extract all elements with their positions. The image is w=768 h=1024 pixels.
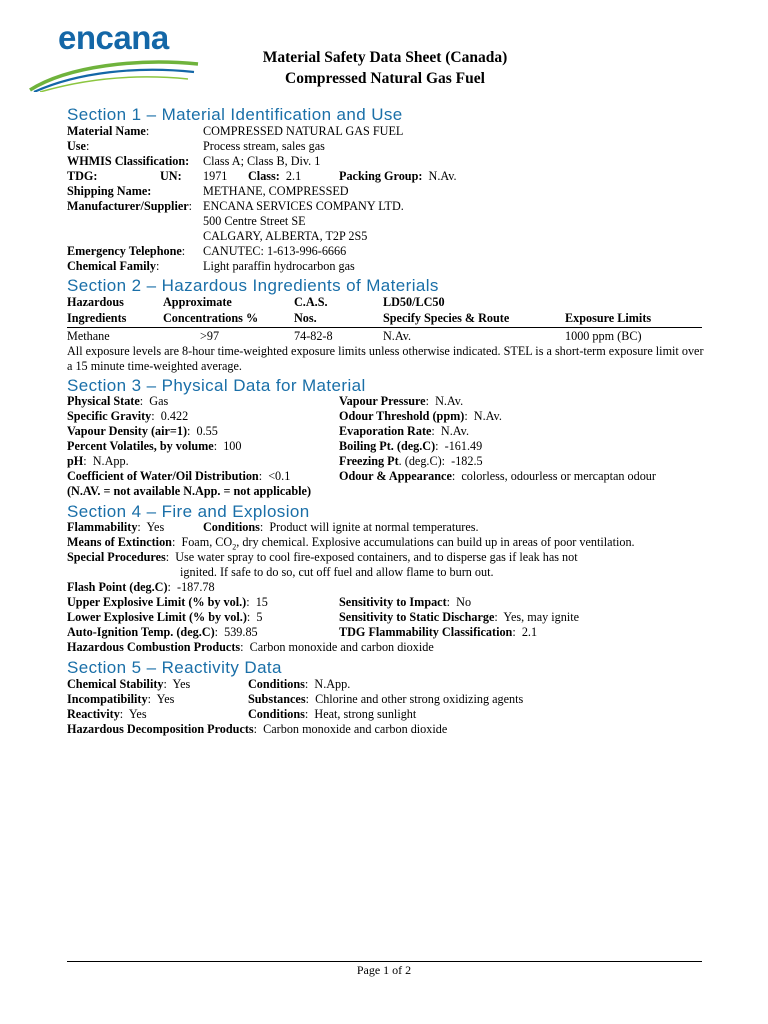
manufacturer-label: Manufacturer/Supplier: [67,199,193,213]
table-cell: 74-82-8 [294,329,333,343]
use-value: Process stream, sales gas [203,139,325,153]
table-header: Concentrations % [163,311,259,325]
stability-conditions-field: Conditions: N.App. [248,677,351,691]
section-4-title: Section 4 – Fire and Explosion [67,502,310,521]
physical-right-row: Odour & Appearance: colorless, odourless or mercaptan odour [339,469,656,483]
class-field: Class: 2.1 [248,169,302,183]
un-label: UN: [160,169,182,183]
section-2-title: Section 2 – Hazardous Ingredients of Materials [67,276,439,295]
flammability-field: Flammability: Yes [67,520,165,534]
lower-explosive-limit-field: Lower Explosive Limit (% by vol.): 5 [67,610,263,624]
tdg-flammability-field: TDG Flammability Classification: 2.1 [339,625,538,639]
section-1-title: Section 1 – Material Identification and Use [67,105,403,124]
table-cell: 1000 ppm (BC) [565,329,642,343]
table-divider [67,327,702,328]
encana-logo [28,18,200,92]
special-procedures-continued: ignited. If safe to do so, cut off fuel and allow flame to burn out. [180,565,494,579]
decomposition-products-field: Hazardous Decomposition Products: Carbon monoxide and carbon dioxide [67,722,448,736]
section-5-title: Section 5 – Reactivity Data [67,658,282,677]
flash-point-field: Flash Point (deg.C): -187.78 [67,580,215,594]
whmis-label: WHMIS Classification: [67,154,190,168]
physical-right-row: Odour Threshold (ppm): N.Av. [339,409,502,423]
physical-right-row: Vapour Pressure: N.Av. [339,394,464,408]
table-header: LD50/LC50 [383,295,445,309]
emergency-value: CANUTEC: 1-613-996-6666 [203,244,347,258]
manufacturer-line-2: 500 Centre Street SE [203,214,306,228]
use-label: Use: [67,139,90,153]
table-header: Exposure Limits [565,311,652,325]
physical-left-row: Percent Volatiles, by volume: 100 [67,439,242,453]
shipping-value: METHANE, COMPRESSED [203,184,349,198]
manufacturer-line-1: ENCANA SERVICES COMPANY LTD. [203,199,404,213]
material-name-value: COMPRESSED NATURAL GAS FUEL [203,124,404,138]
document-subtitle: Compressed Natural Gas Fuel [285,70,485,87]
special-procedures-field: Special Procedures: Use water spray to cool fire-exposed containers, and to disperse gas if leak has not [67,550,578,564]
physical-right-row: Freezing Pt. (deg.C): -182.5 [339,454,483,468]
physical-right-row: Evaporation Rate: N.Av. [339,424,469,438]
incompatibility-field: Incompatibility: Yes [67,692,175,706]
table-header: Hazardous [67,295,124,309]
table-cell: >97 [200,329,220,343]
chemical-family-label: Chemical Family: [67,259,160,273]
page-number: Page 1 of 2 [356,963,412,977]
physical-left-row: Coefficient of Water/Oil Distribution: <0.1 [67,469,291,483]
physical-left-row: Physical State: Gas [67,394,169,408]
physical-left-row: Vapour Density (air=1): 0.55 [67,424,218,438]
sensitivity-static-field: Sensitivity to Static Discharge: Yes, may ignite [339,610,580,624]
reactivity-field: Reactivity: Yes [67,707,147,721]
logo-swoosh-icon [28,52,200,92]
auto-ignition-field: Auto-Ignition Temp. (deg.C): 539.85 [67,625,258,639]
table-header: C.A.S. [294,295,328,309]
tdg-label: TDG: [67,169,98,183]
section-3-title: Section 3 – Physical Data for Material [67,376,366,395]
emergency-label: Emergency Telephone: [67,244,186,258]
physical-left-row: Specific Gravity: 0.422 [67,409,189,423]
physical-left-row: pH: N.App. [67,454,129,468]
reactivity-conditions-field: Conditions: Heat, strong sunlight [248,707,417,721]
logo-wordmark: encana [58,19,169,56]
means-of-extinction-field: Means of Extinction: Foam, $CO_2$, dry chemical. Explosive accumulations can build up in areas of poor ventilation. [67,535,635,552]
exposure-note: All exposure levels are 8-hour time-weighted exposure limits unless otherwise indicated. STEL is a short-term exposure limit over a 15 minute time-weighted average. [67,344,704,373]
packing-group-field: Packing Group: N.Av. [339,169,457,183]
table-header: Specify Species & Route [383,311,510,325]
shipping-label: Shipping Name: [67,184,152,198]
manufacturer-line-3: CALGARY, ALBERTA, T2P 2S5 [203,229,368,243]
table-header: Nos. [294,311,317,325]
material-name-label: Material Name: [67,124,150,138]
table-header: Approximate [163,295,232,309]
document-title: Material Safety Data Sheet (Canada) [262,49,508,66]
un-value: 1971 [203,169,228,183]
conditions-field: Conditions: Product will ignite at normal temperatures. [203,520,479,534]
table-cell: Methane [67,329,110,343]
table-header: Ingredients [67,311,127,325]
combustion-products-field: Hazardous Combustion Products: Carbon monoxide and carbon dioxide [67,640,434,654]
whmis-value: Class A; Class B, Div. 1 [203,154,321,168]
table-cell: N.Av. [383,329,412,343]
physical-right-row: Boiling Pt. (deg.C): -161.49 [339,439,483,453]
footer-divider [67,961,702,962]
upper-explosive-limit-field: Upper Explosive Limit (% by vol.): 15 [67,595,268,609]
physical-left-row: (N.AV. = not available N.App. = not applicable) [67,484,312,498]
chemical-family-value: Light paraffin hydrocarbon gas [203,259,355,273]
substances-field: Substances: Chlorine and other strong oxidizing agents [248,692,524,706]
chemical-stability-field: Chemical Stability: Yes [67,677,191,691]
sensitivity-impact-field: Sensitivity to Impact: No [339,595,472,609]
